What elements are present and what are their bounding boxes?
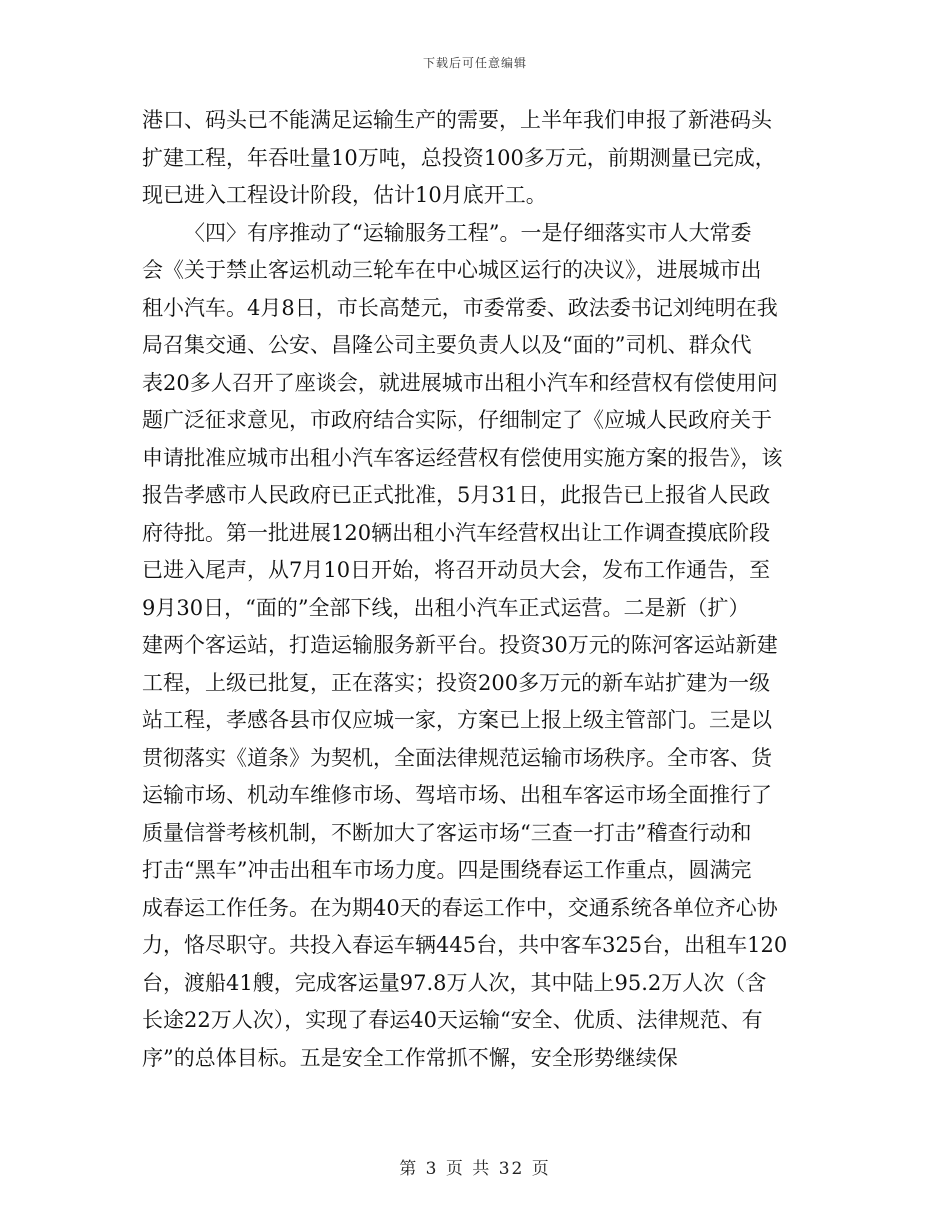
page-header: 下载后可任意编辑 <box>422 56 527 70</box>
text-line: 序”的总体目标。五是安全工作常抓不懈，安全形势继续保 <box>142 1045 678 1070</box>
text-line: 工程，上级已批复，正在落实；投资200多万元的新车站扩建为一级 <box>142 670 771 695</box>
text-line: 贯彻落实《道条》为契机，全面法律规范运输市场秩序。全市客、货 <box>142 745 772 770</box>
text-line: 长途22万人次），实现了春运40天运输“安全、优质、法律规范、有 <box>142 1008 763 1032</box>
text-line: 租小汽车。4月8日，市长高楚元，市委常委、政法委书记刘纯明在我 <box>142 295 778 320</box>
text-line: 力，恪尽职守。共投入春运车辆445台，共中客车325台，出租车120 <box>142 933 788 957</box>
page-number-footer: 第 3 页 共 32 页 <box>399 1159 551 1179</box>
text-line: 打击“黑车”冲击出租车市场力度。四是围绕春运工作重点，圆满完 <box>142 858 752 882</box>
text-line: 表20多人召开了座谈会，就进展城市出租小汽车和经营权有偿使用问 <box>142 370 778 395</box>
text-line: 9月30日，“面的”全部下线，出租小汽车正式运营。二是新（扩） <box>142 595 750 620</box>
text-line: 建两个客运站，打造运输服务新平台。投资30万元的陈河客运站新建 <box>142 633 778 657</box>
text-line: 台，渡船41艘，完成客运量97.8万人次，其中陆上95.2万人次（含 <box>142 970 767 995</box>
text-line: 申请批准应城市出租小汽车客运经营权有偿使用实施方案的报告》，该 <box>142 445 783 470</box>
document-body <box>142 102 812 1077</box>
text-line: 现已进入工程设计阶段，估计10月底开工。 <box>142 183 547 207</box>
text-line: 局召集交通、公安、昌隆公司主要负责人以及“面的”司机、群众代 <box>142 333 752 357</box>
text-line: 港口、码头已不能满足运输生产的需要，上半年我们申报了新港码头 <box>142 108 772 132</box>
text-line: 质量信誉考核机制，不断加大了客运市场“三查一打击”稽查行动和 <box>142 820 752 845</box>
text-line: 会《关于禁止客运机动三轮车在中心城区运行的决议》，进展城市出 <box>142 258 762 282</box>
text-line: 报告孝感市人民政府已正式批准，5月31日，此报告已上报省人民政 <box>142 483 771 507</box>
text-line: 府待批。第一批进展120辆出租小汽车经营权出让工作调查摸底阶段 <box>142 520 771 545</box>
text-line: 扩建工程，年吞吐量10万吨，总投资100多万元，前期测量已完成， <box>142 145 776 170</box>
text-line: 成春运工作任务。在为期40天的春运工作中，交通系统各单位齐心协 <box>142 895 778 920</box>
text-line: 题广泛征求意见，市政府结合实际，仔细制定了《应城人民政府关于 <box>142 408 772 432</box>
paragraph-start-line: 〈四〉有序推动了“运输服务工程”。一是仔细落实市人大常委 <box>184 220 752 245</box>
text-line: 站工程，孝感各县市仅应城一家，方案已上报上级主管部门。三是以 <box>142 708 772 732</box>
text-line: 已进入尾声，从7月10日开始，将召开动员大会，发布工作通告，至 <box>142 558 771 582</box>
text-line: 运输市场、机动车维修市场、驾培市场、出租车客运市场全面推行了 <box>142 783 772 807</box>
